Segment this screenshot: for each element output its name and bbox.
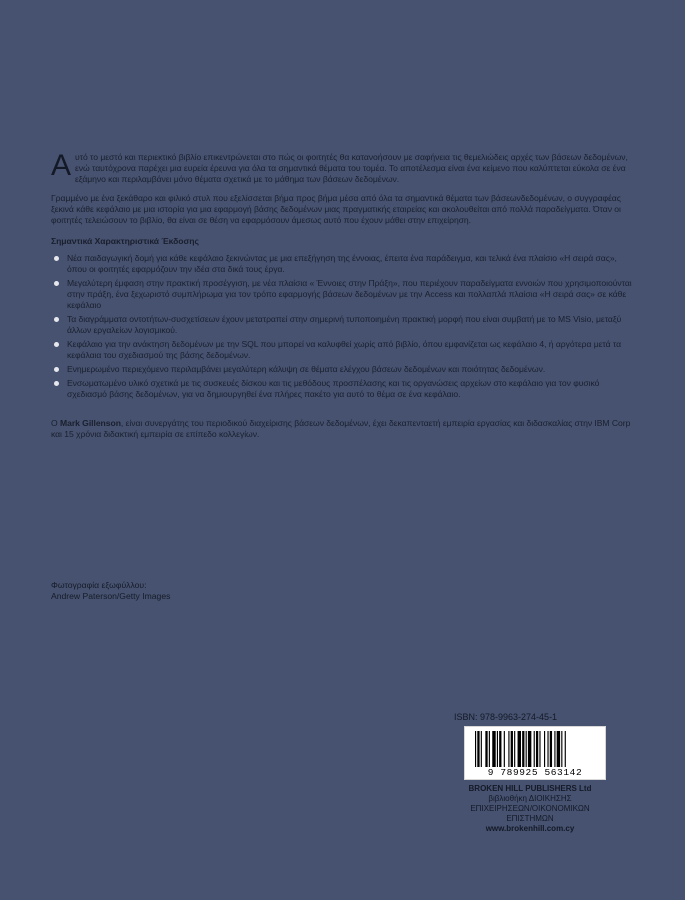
publisher-line: βιβλιοθήκη ΔΙΟΙΚΗΣΗΣ	[488, 794, 572, 803]
publisher-line: ΕΠΙΧΕΙΡΗΣΕΩΝ/ΟΙΚΟΝΟΜΙΚΩΝ	[470, 804, 590, 813]
bullet-icon	[54, 281, 59, 286]
description-paragraph: Γραμμένο με ένα ξεκάθαρο και φιλικό στυλ που εξελίσσεται βήμα προς βήμα μέσα από όλα τα σημαντικά θέματα των βάσεωνδεδομένων, ο συγγραφέας ξεκινά κάθε κεφάλαιο με μια ιστορία για μια εφαρμογή βάσης δεδομένων μιας πραγματικής εταιρείας και ακολουθείται από πολλά παραδείγματα. Όταν οι φοιτητές τελειώσουν το βιβλίο, θα είναι σε θέση να εφαρμόσουν άμεσως αυτό που έχουν μάθει στην επιχείρηση.	[51, 193, 621, 225]
photo-credit-label: Φωτογραφία εξωφύλλου:	[51, 580, 147, 590]
isbn-label: ISBN: 978-9963-274-45-1	[454, 712, 558, 722]
publisher-line: ΕΠΙΣΤΗΜΩΝ	[506, 814, 554, 823]
feature-item: Τα διαγράμματα οντοτήτων-συσχετίσεων έχουν μετατραπεί στην σημερινή τυποποιημένη πρακτική μορφή που είναι συμβατή με το MS Visio, μεταξύ άλλων εργαλείων λογισμικού.	[51, 314, 636, 336]
isbn-block	[434, 712, 626, 834]
feature-item: Μεγαλύτερη έμφαση στην πρακτική προσέγγιση, με νέα πλαίσια « Έννοιες στην Πράξη», που περιέχουν παραδείγματα εννοιών που χρησιμοποιούνται στην πράξη, ένα ξεχωριστό συμπλήρωμα για τον τρόπο εφαρμογής βάσεων δεδομένων με την Access και πολλαπλά πλαίσια «Η σειρά σας» σε κάθε κεφάλαιο	[51, 278, 636, 311]
feature-item: Κεφάλαιο για την ανάκτηση δεδομένων με την SQL που μπορεί να καλυφθεί χωρίς από βιβλίο, όπου εμφανίζεται ως κεφάλαιο 4, ή αργότερα μετά τα κεφάλαια του σχεδιασμού της βάσης δεδομένων.	[51, 339, 636, 361]
features-heading: Σημαντικά Χαρακτηριστικά Έκδοσης	[51, 236, 199, 246]
back-cover-text	[51, 149, 636, 448]
bullet-icon	[54, 317, 59, 322]
author-name: Mark Gillenson	[59, 418, 121, 428]
barcode-digits: 9 789925 563142	[487, 767, 583, 778]
bullet-icon	[54, 367, 59, 372]
intro-text: υτό το μεστό και περιεκτικό βιβλίο επικεντρώνεται στο πώς οι φοιτητές θα κατανοήσουν με σαφήνεια τις θεμελιώδεις αρχές των βάσεων δεδομένων, ενώ ταυτόχρονα παρέχει μια ευρεία έρευνα για όλα τα σημαντικά θέματα του τομέα. Το αποτέλεσμα είναι ένα κείμενο που καλύπτεται εύκολα σε ένα εξάμηνο και περιλαμβάνει μόνο θέματα σχετικά με το μάθημα των βάσεων δεδομένων.	[74, 152, 628, 184]
features-list	[51, 253, 636, 400]
bullet-icon	[54, 256, 59, 261]
publisher-url: www.brokenhill.com.cy	[485, 824, 575, 833]
feature-item: Ενημερωμένο περιεχόμενο περιλαμβάνει μεγαλύτερη κάλυψη σε θέματα ελέγχου βάσεων δεδομένων και ποιότητας δεδομένων.	[51, 364, 636, 375]
intro-paragraph	[51, 149, 636, 185]
feature-item: Ενσωματωμένο υλικό σχετικά με τις συσκευές δίσκου και τις μεθόδους προσπέλασης και τις οργανώσεις αρχείων στο κεφάλαιο για τον φυσικό σχεδιασμό βάσης δεδομένων, για να δημιουργηθεί ένα πλήρες πακέτο για αυτό το θέμα σε ένα κεφάλαιο.	[51, 378, 636, 400]
bullet-icon	[54, 342, 59, 347]
publisher-info	[434, 784, 626, 834]
barcode	[464, 726, 606, 780]
publisher-name: BROKEN HILL PUBLISHERS Ltd	[468, 784, 592, 793]
author-bio: Ο Mark Gillenson, είναι συνεργάτης του περιοδικού διαχείρισης βάσεων δεδομένων, έχει δεκαπενταετή εμπειρία εργασίας και διδασκαλίας στην IBM Corp και 15 χρόνια διδακτική εμπειρία σε επίπεδο κολλεγίων.	[51, 418, 631, 439]
bullet-icon	[54, 381, 59, 386]
drop-cap: Α	[51, 149, 71, 182]
feature-item: Νέα παιδαγωγική δομή για κάθε κεφάλαιο ξεκινώντας με μια επεξήγηση της έννοιας, έπειτα ένα παράδειγμα, και τελικά ένα πλαίσιο «Η σειρά σας», όπου οι φοιτητές εφαρμόζουν την ιδέα στα δικά τους έργα.	[51, 253, 636, 275]
photo-credit	[51, 580, 170, 602]
barcode-bars	[475, 731, 595, 767]
photo-credit-name: Andrew Paterson/Getty Images	[51, 591, 171, 601]
